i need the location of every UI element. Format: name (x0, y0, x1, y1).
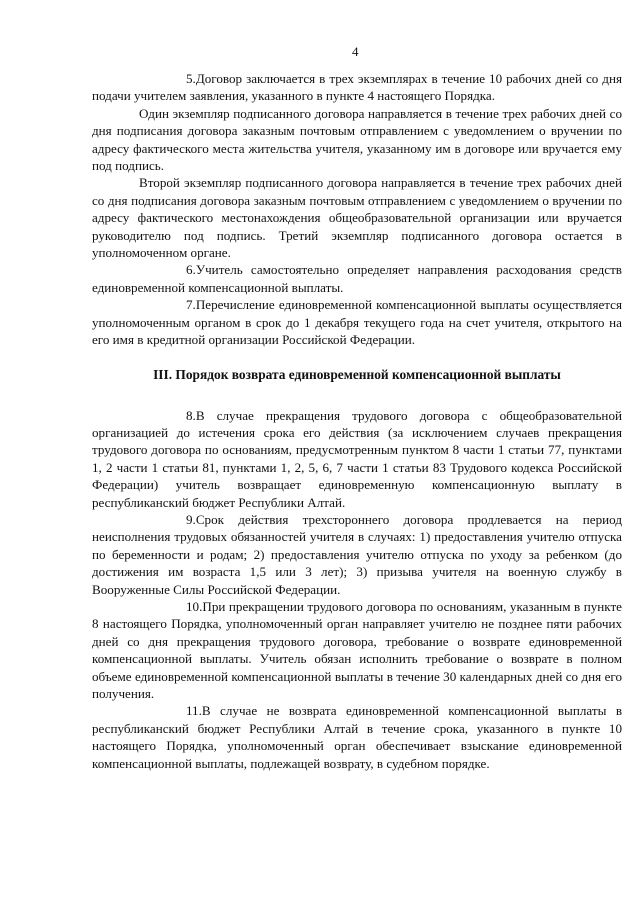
paragraph-5 (92, 70, 622, 105)
paragraph-text: Второй экземпляр подписанного договора направляется в течение трех рабочих дней со дня подписания договора заказным почтовым отправлением с уведомлением о вручении по адресу фактического местонахождения общеобразовательной организации или вручается руководителю под подпись. Третий экземпляр подписанного договора остается в уполномоченном органе. (92, 175, 622, 261)
paragraph-number: 5. (186, 71, 196, 86)
paragraph-10 (92, 598, 622, 702)
paragraph-text: Один экземпляр подписанного договора направляется в течение трех рабочих дней со дня подписания договора заказным почтовым отправлением с уведомлением о вручении по адресу фактического места жительства учителя, указанному им в договоре или вручается ему под подпись. (92, 105, 622, 174)
paragraph-number: 6. (186, 262, 196, 278)
paragraph-8 (92, 407, 622, 511)
section-heading: III. Порядок возврата единовременной компенсационной выплаты (153, 366, 561, 382)
paragraph-number: 11. (186, 703, 202, 719)
paragraph-number: 8. (186, 407, 196, 423)
paragraph-text: В случае не возврата единовременной компенсационной выплаты в республиканский бюджет Республики Алтай в течение срока, указанного в пункте 10 настоящего Порядка, уполномоченный орган обеспечивает взыскание единовременной компенсационной выплаты, подлежащей возврату, в судебном порядке. (92, 703, 622, 771)
paragraph-6 (92, 261, 622, 296)
page-number: 4 (352, 44, 359, 59)
paragraph-number: 9. (186, 511, 196, 527)
paragraph-text: Срок действия трехстороннего договора продлевается на период неисполнения трудовых обязанностей учителя в случаях: 1) предоставления учителю отпуска по беременности и родам; 2) предоставления учителю отпуска по уходу за ребенком (до достижения им возраста 1,5 или 3 лет); 3) призыва учителя на военную службу в Вооруженные Силы Российской Федерации. (92, 511, 622, 597)
document-body (92, 70, 622, 772)
paragraph-7 (92, 296, 622, 348)
paragraph-11 (92, 702, 622, 772)
paragraph-text: Учитель самостоятельно определяет направления расходования средств единовременной компенсационной выплаты. (92, 262, 622, 295)
paragraph-number: 10. (186, 598, 203, 614)
paragraph-text: При прекращении трудового договора по основаниям, указанным в пункте 8 настоящего Порядка, уполномоченный орган направляет учителю не позднее пяти рабочих дней со дня прекращения трудового договора, требование о возврате единовременной компенсационной выплаты. Учитель обязан исполнить требование о возврате в полном объеме единовременной компенсационной выплаты в течение 30 календарных дней со дня его получения. (92, 598, 622, 701)
paragraph-5-first-copy (92, 105, 622, 175)
paragraph-9 (92, 511, 622, 598)
paragraph-text: Перечисление единовременной компенсационной выплаты осуществляется уполномоченным органом в срок до 1 декабря текущего года на счет учителя, открытого на его имя в кредитной организации Российской Федерации. (92, 297, 622, 348)
paragraph-5-second-copy (92, 174, 622, 261)
paragraph-number: 7. (186, 297, 196, 313)
paragraph-text: Договор заключается в трех экземплярах в течение 10 рабочих дней со дня подачи учителем заявления, указанного в пункте 4 настоящего Порядка. (92, 71, 622, 104)
paragraph-text: В случае прекращения трудового договора с общеобразовательной организацией до истечения срока его действия (за исключением случаев прекращения трудового договора по основаниям, предусмотренным пунктом 8 части 1 статьи 77, пунктами 1, 2 части 1 статьи 81, пунктами 1, 2, 5, 6, 7 части 1 статьи 83 Трудового кодекса Российской Федерации) учитель возвращает единовременную компенсационную выплату в республиканский бюджет Республики Алтай. (92, 407, 622, 510)
